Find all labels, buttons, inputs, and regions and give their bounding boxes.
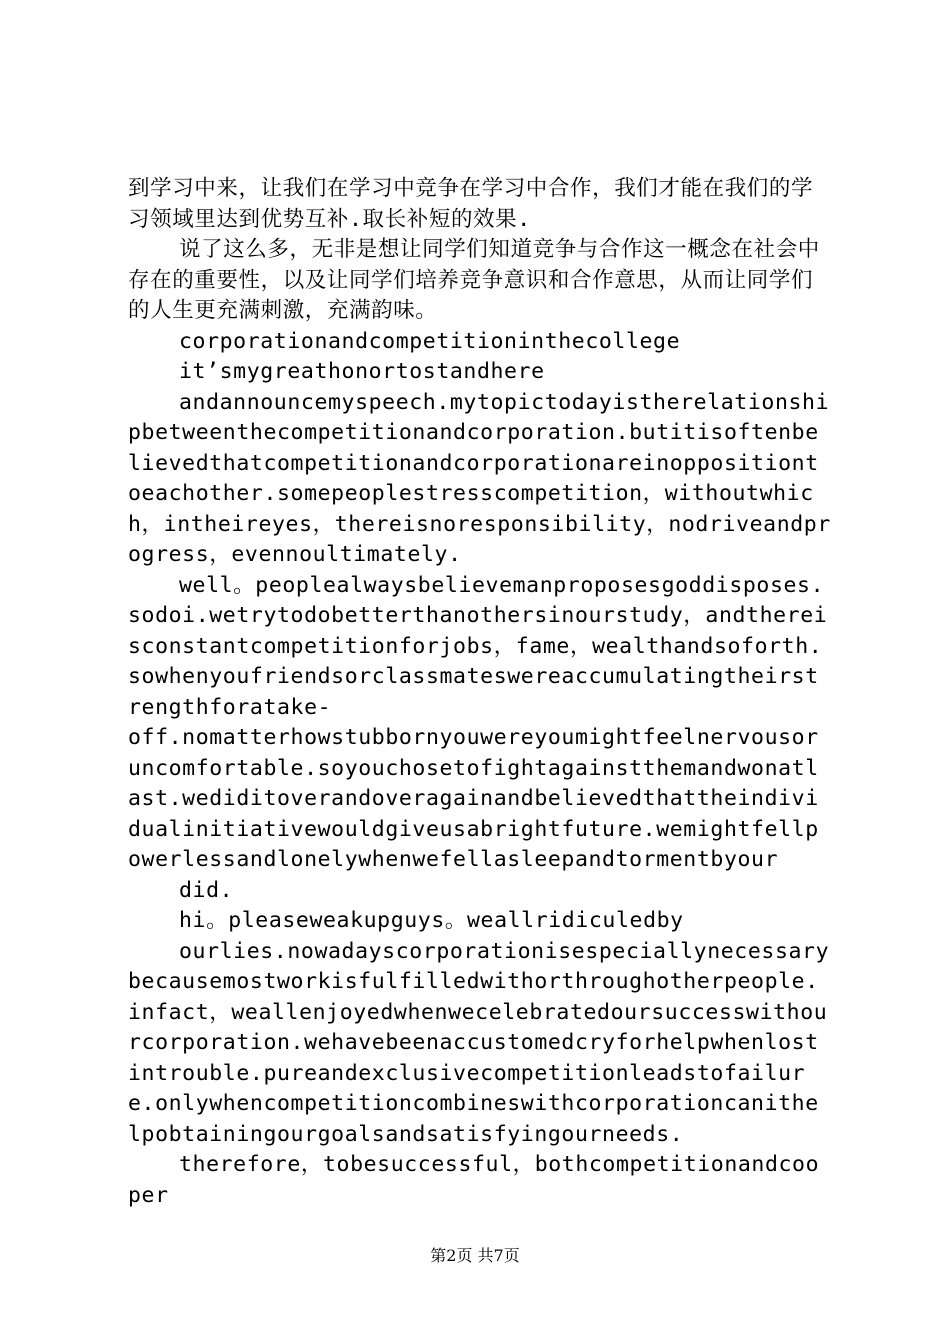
- paragraph: well。peoplealwaysbelievemanproposesgoddisposes.sodoi.wetrytodobetterthanothersinourstudy，andthereisconstantcompetitionforjobs，fame，wealthandsoforth.sowhenyoufriendsorclassmateswereaccumulatingtheirstrengthforatake-: [128, 572, 828, 720]
- paragraph: therefore，tobesuccessful，bothcompetitionandcooper: [128, 1152, 820, 1208]
- page-footer: [0, 1243, 950, 1266]
- paragraph: ourlies.nowadayscorporationisespeciallynecessarybecausemostworkisfulfilledwithorthroughotherpeople.infact，weallenjoyedwhenwecelebratedoursuccesswithourcorporation.wehavebeenaccustomedcryforhelpwhenlostintrouble.pureandexclusivecompetitionleadstofailure.onlywhencompetitioncombineswithcorporationcanithelpobtainingourgoalsandsatisfyingourneeds.: [128, 938, 830, 1147]
- paragraph: it’smygreathonortostandhere: [179, 359, 545, 384]
- paragraph: corporationandcompetitioninthecollege: [179, 328, 681, 354]
- paragraph: off.nomatterhowstubbornyouwereyoumightfeelnervousoruncomfortable.soyouchosetofightagainstthemandwonatlast.wediditoverandoveragainandbelievedthattheindividualinitiativewouldgiveusabrightfuture.wemightfellpowerlessandlonelywhenwefellasleepandtormentbyour: [128, 725, 819, 872]
- document-body: [128, 174, 832, 1211]
- paragraph: did.: [179, 877, 234, 903]
- paragraph: 到学习中来，让我们在学习中竞争在学习中合作，我们才能在我们的学习领域里达到优势互补.取长补短的效果.: [128, 176, 814, 232]
- page-number-label: 第2页 共7页: [430, 1246, 520, 1265]
- paragraph: 说了这么多，无非是想让同学们知道竞争与合作这一概念在社会中存在的重要性，以及让同学们培养竞争意识和合作意思，从而让同学们的人生更充满刺激，充满韵味。: [128, 237, 820, 323]
- paragraph: andannouncemyspeech.mytopictodayistherelationshipbetweenthecompetitionandcorporation.butitisoftenbelievedthatcompetitionandcorporationareinoppositiontoeachother.somepeoplestresscompetition，withoutwhich，intheireyes，thereisnoresponsibility，nodriveandprogress，evennoultimately.: [128, 389, 831, 567]
- paragraph: hi。pleaseweakupguys。weallridiculedby: [179, 908, 684, 933]
